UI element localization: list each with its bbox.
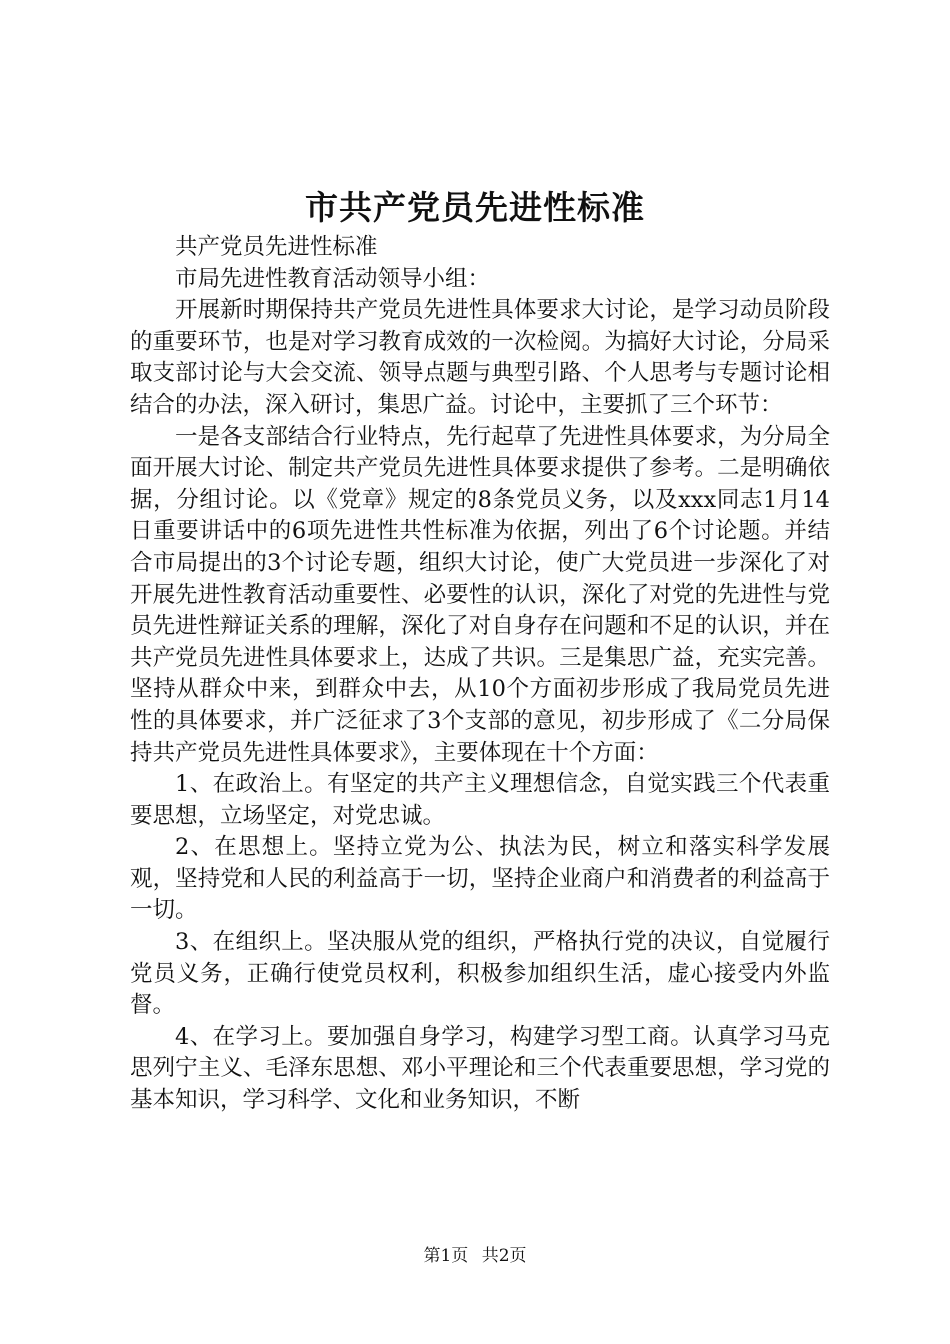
paragraph-intro: 开展新时期保持共产党员先进性具体要求大讨论，是学习动员阶段的重要环节，也是对学习教育成效的一次检阅。为搞好大讨论，分局采取支部讨论与大会交流、领导点题与典型引路、个人思考与专题讨论相结合的办法，深入研讨，集思广益。讨论中，主要抓了三个环节： [130,297,830,418]
document-body [130,232,830,1117]
paragraph-process: 一是各支部结合行业特点，先行起草了先进性具体要求，为分局全面开展大讨论、制定共产党员先进性具体要求提供了参考。二是明确依据，分组讨论。以《党章》规定的8条党员义务，以及xxx同志1月14日重要讲话中的6项先进性共性标准为依据，列出了6个讨论题。并结合市局提出的3个讨论专题，组织大讨论，使广大党员进一步深化了对开展先进性教育活动重要性、必要性的认识，深化了对党的先进性与党员先进性辩证关系的理解，深化了对自身存在问题和不足的认识，并在共产党员先进性具体要求上，达成了共识。三是集思广益，充实完善。坚持从群众中来，到群众中去，从10个方面初步形成了我局党员先进性的具体要求，并广泛征求了3个支部的意见，初步形成了《二分局保持共产党员先进性具体要求》，主要体现在十个方面： [130,423,830,766]
paragraph-heading: 共产党员先进性标准 [175,234,378,260]
document-title: 市共产党员先进性标准 [305,188,645,227]
paragraph-item-2: 2、在思想上。坚持立党为公、执法为民，树立和落实科学发展观，坚持党和人民的利益高于一切，坚持企业商户和消费者的利益高于一切。 [130,834,830,924]
paragraph-item-3: 3、在组织上。坚决服从党的组织，严格执行党的决议，自觉履行党员义务，正确行使党员权利，积极参加组织生活，虚心接受内外监督。 [130,929,830,1019]
page-footer [0,1244,950,1268]
paragraph-item-4: 4、在学习上。要加强自身学习，构建学习型工商。认真学习马克思列宁主义、毛泽东思想、邓小平理论和三个代表重要思想，学习党的基本知识，学习科学、文化和业务知识，不断 [130,1023,830,1114]
page-total: 共2页 [481,1246,527,1266]
page-number: 第1页 [423,1246,469,1266]
paragraph-item-1: 1、在政治上。有坚定的共产主义理想信念，自觉实践三个代表重要思想，立场坚定，对党忠诚。 [130,771,830,829]
paragraph-salutation: 市局先进性教育活动领导小组： [175,265,491,292]
